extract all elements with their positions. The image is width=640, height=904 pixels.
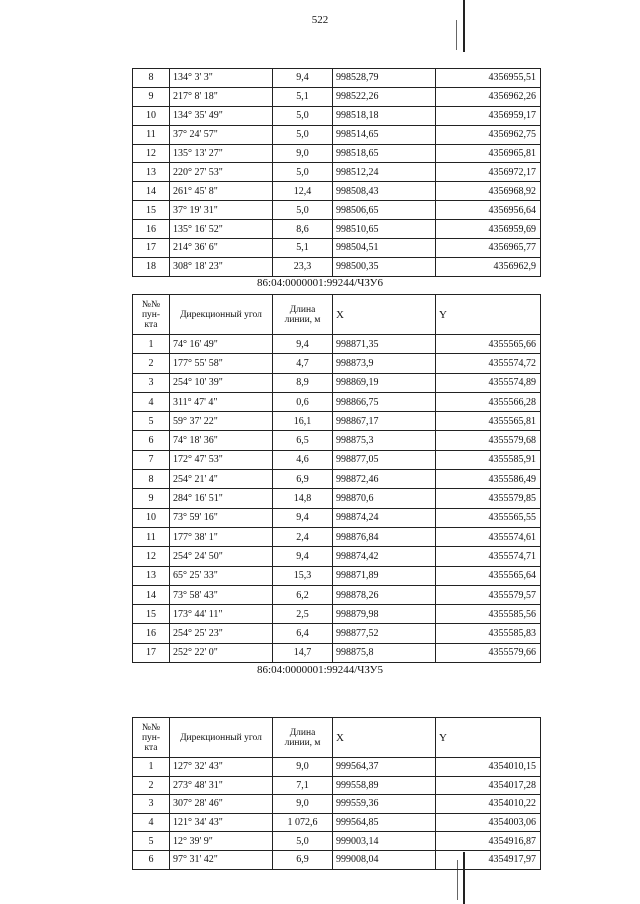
direction-angle-cell: 73° 59' 16" — [170, 508, 273, 527]
direction-angle-cell: 220° 27' 53" — [170, 163, 273, 182]
x-coordinate-cell: 998518,65 — [333, 144, 436, 163]
line-length-cell: 9,0 — [273, 144, 333, 163]
table-body — [133, 69, 541, 277]
direction-angle-cell: 74° 18' 36" — [170, 431, 273, 450]
direction-angle-cell: 59° 37' 22" — [170, 412, 273, 431]
line-length-cell: 15,3 — [273, 566, 333, 585]
table-row — [133, 354, 541, 373]
x-coordinate-cell: 998528,79 — [333, 69, 436, 88]
direction-angle-cell: 311° 47' 4" — [170, 392, 273, 411]
y-coordinate-cell: 4355579,57 — [436, 585, 541, 604]
direction-angle-cell: 254° 25' 23" — [170, 624, 273, 643]
table-body — [133, 758, 541, 870]
x-coordinate-cell: 999008,04 — [333, 850, 436, 869]
y-coordinate-cell: 4355579,66 — [436, 643, 541, 662]
table-row — [133, 163, 541, 182]
line-length-cell: 14,7 — [273, 643, 333, 662]
y-coordinate-cell: 4355574,61 — [436, 527, 541, 546]
table-row — [133, 87, 541, 106]
table-row — [133, 566, 541, 585]
point-number-cell: 11 — [133, 527, 170, 546]
x-coordinate-cell: 998506,65 — [333, 201, 436, 220]
coordinates-table-continued — [132, 68, 541, 277]
point-number-cell: 6 — [133, 850, 170, 869]
y-coordinate-cell: 4355566,28 — [436, 392, 541, 411]
line-length-cell: 6,9 — [273, 850, 333, 869]
coordinates-table-chzu6 — [132, 294, 541, 663]
point-number-cell: 13 — [133, 566, 170, 585]
x-coordinate-cell: 998872,46 — [333, 470, 436, 489]
table-row — [133, 125, 541, 144]
table-row — [133, 335, 541, 354]
x-coordinate-cell: 998514,65 — [333, 125, 436, 144]
x-coordinate-cell: 998871,35 — [333, 335, 436, 354]
point-number-cell: 8 — [133, 69, 170, 88]
line-length-cell: 8,6 — [273, 220, 333, 239]
x-coordinate-cell: 998869,19 — [333, 373, 436, 392]
table-row — [133, 257, 541, 276]
y-coordinate-cell: 4354017,28 — [436, 776, 541, 795]
x-coordinate-cell: 999559,36 — [333, 795, 436, 814]
y-coordinate-cell: 4356955,51 — [436, 69, 541, 88]
line-length-cell: 0,6 — [273, 392, 333, 411]
line-length-cell: 9,4 — [273, 69, 333, 88]
point-number-cell: 3 — [133, 373, 170, 392]
point-number-cell: 15 — [133, 605, 170, 624]
point-number-cell: 8 — [133, 470, 170, 489]
y-coordinate-cell: 4355565,55 — [436, 508, 541, 527]
line-length-cell: 9,4 — [273, 508, 333, 527]
line-length-cell: 6,2 — [273, 585, 333, 604]
y-coordinate-cell: 4355579,85 — [436, 489, 541, 508]
table-row — [133, 412, 541, 431]
y-coordinate-cell: 4356956,64 — [436, 201, 541, 220]
direction-angle-cell: 254° 10' 39" — [170, 373, 273, 392]
x-coordinate-cell: 998874,24 — [333, 508, 436, 527]
line-length-cell: 23,3 — [273, 257, 333, 276]
x-coordinate-cell: 998875,3 — [333, 431, 436, 450]
table-row — [133, 813, 541, 832]
header-line-length: Длина линии, м — [273, 295, 333, 335]
y-coordinate-cell: 4355585,83 — [436, 624, 541, 643]
point-number-cell: 14 — [133, 585, 170, 604]
y-coordinate-cell: 4356965,77 — [436, 239, 541, 258]
direction-angle-cell: 135° 16' 52" — [170, 220, 273, 239]
table-row — [133, 69, 541, 88]
x-coordinate-cell: 998504,51 — [333, 239, 436, 258]
table-row — [133, 605, 541, 624]
x-coordinate-cell: 998877,05 — [333, 450, 436, 469]
x-coordinate-cell: 998500,35 — [333, 257, 436, 276]
point-number-cell: 5 — [133, 832, 170, 851]
direction-angle-cell: 74° 16' 49" — [170, 335, 273, 354]
point-number-cell: 17 — [133, 239, 170, 258]
line-length-cell: 1 072,6 — [273, 813, 333, 832]
table-row — [133, 373, 541, 392]
line-length-cell: 2,4 — [273, 527, 333, 546]
table-row — [133, 239, 541, 258]
table-row — [133, 585, 541, 604]
header-direction-angle: Дирекционный угол — [170, 295, 273, 335]
scan-edge-mark — [456, 20, 457, 50]
x-coordinate-cell: 998873,9 — [333, 354, 436, 373]
y-coordinate-cell: 4356962,26 — [436, 87, 541, 106]
line-length-cell: 7,1 — [273, 776, 333, 795]
line-length-cell: 9,0 — [273, 795, 333, 814]
x-coordinate-cell: 998867,17 — [333, 412, 436, 431]
header-direction-angle: Дирекционный угол — [170, 718, 273, 758]
point-number-cell: 16 — [133, 220, 170, 239]
point-number-cell: 7 — [133, 450, 170, 469]
direction-angle-cell: 127° 32' 43" — [170, 758, 273, 777]
point-number-cell: 16 — [133, 624, 170, 643]
direction-angle-cell: 307° 28' 46" — [170, 795, 273, 814]
x-coordinate-cell: 999003,14 — [333, 832, 436, 851]
line-length-cell: 5,0 — [273, 201, 333, 220]
point-number-cell: 18 — [133, 257, 170, 276]
line-length-cell: 4,7 — [273, 354, 333, 373]
direction-angle-cell: 12° 39' 9" — [170, 832, 273, 851]
point-number-cell: 9 — [133, 489, 170, 508]
point-number-cell: 12 — [133, 547, 170, 566]
line-length-cell: 5,0 — [273, 163, 333, 182]
x-coordinate-cell: 998510,65 — [333, 220, 436, 239]
x-coordinate-cell: 998508,43 — [333, 182, 436, 201]
y-coordinate-cell: 4355585,91 — [436, 450, 541, 469]
x-coordinate-cell: 998522,26 — [333, 87, 436, 106]
x-coordinate-cell: 999558,89 — [333, 776, 436, 795]
line-length-cell: 2,5 — [273, 605, 333, 624]
y-coordinate-cell: 4356962,75 — [436, 125, 541, 144]
x-coordinate-cell: 998870,6 — [333, 489, 436, 508]
y-coordinate-cell: 4355579,68 — [436, 431, 541, 450]
x-coordinate-cell: 998878,26 — [333, 585, 436, 604]
x-coordinate-cell: 998877,52 — [333, 624, 436, 643]
point-number-cell: 15 — [133, 201, 170, 220]
direction-angle-cell: 173° 44' 11" — [170, 605, 273, 624]
y-coordinate-cell: 4355565,81 — [436, 412, 541, 431]
direction-angle-cell: 135° 13' 27" — [170, 144, 273, 163]
table-row — [133, 776, 541, 795]
line-length-cell: 5,0 — [273, 832, 333, 851]
direction-angle-cell: 65° 25' 33" — [170, 566, 273, 585]
line-length-cell: 9,0 — [273, 758, 333, 777]
point-number-cell: 17 — [133, 643, 170, 662]
point-number-cell: 4 — [133, 392, 170, 411]
page-number: 522 — [311, 14, 329, 26]
table-row — [133, 832, 541, 851]
table-header-row — [133, 718, 541, 758]
point-number-cell: 3 — [133, 795, 170, 814]
y-coordinate-cell: 4356959,17 — [436, 106, 541, 125]
point-number-cell: 5 — [133, 412, 170, 431]
section-caption: 86:04:0000001:99244/ЧЗУ6 — [257, 277, 383, 289]
point-number-cell: 10 — [133, 106, 170, 125]
header-x: X — [333, 295, 436, 335]
y-coordinate-cell: 4355565,66 — [436, 335, 541, 354]
table-row — [133, 144, 541, 163]
x-coordinate-cell: 999564,37 — [333, 758, 436, 777]
table-row — [133, 547, 541, 566]
table-row — [133, 795, 541, 814]
header-y: Y — [436, 718, 541, 758]
header-line-length: Длина линии, м — [273, 718, 333, 758]
header-point-number: №№ пун-кта — [133, 295, 170, 335]
table-row — [133, 527, 541, 546]
table-row — [133, 643, 541, 662]
table-row — [133, 489, 541, 508]
table-row — [133, 106, 541, 125]
direction-angle-cell: 121° 34' 43" — [170, 813, 273, 832]
line-length-cell: 8,9 — [273, 373, 333, 392]
direction-angle-cell: 214° 36' 6" — [170, 239, 273, 258]
direction-angle-cell: 254° 21' 4" — [170, 470, 273, 489]
table-row — [133, 758, 541, 777]
x-coordinate-cell: 998875,8 — [333, 643, 436, 662]
line-length-cell: 16,1 — [273, 412, 333, 431]
direction-angle-cell: 37° 24' 57" — [170, 125, 273, 144]
line-length-cell: 12,4 — [273, 182, 333, 201]
y-coordinate-cell: 4355574,71 — [436, 547, 541, 566]
direction-angle-cell: 97° 31' 42" — [170, 850, 273, 869]
line-length-cell: 6,9 — [273, 470, 333, 489]
point-number-cell: 1 — [133, 758, 170, 777]
y-coordinate-cell: 4355574,89 — [436, 373, 541, 392]
direction-angle-cell: 172° 47' 53" — [170, 450, 273, 469]
table-row — [133, 470, 541, 489]
x-coordinate-cell: 998518,18 — [333, 106, 436, 125]
x-coordinate-cell: 998876,84 — [333, 527, 436, 546]
header-x: X — [333, 718, 436, 758]
direction-angle-cell: 261° 45' 8" — [170, 182, 273, 201]
table-header-row — [133, 295, 541, 335]
y-coordinate-cell: 4355574,72 — [436, 354, 541, 373]
line-length-cell: 4,6 — [273, 450, 333, 469]
direction-angle-cell: 254° 24' 50" — [170, 547, 273, 566]
x-coordinate-cell: 998512,24 — [333, 163, 436, 182]
line-length-cell: 5,1 — [273, 239, 333, 258]
table-row — [133, 431, 541, 450]
y-coordinate-cell: 4354003,06 — [436, 813, 541, 832]
direction-angle-cell: 252° 22' 0" — [170, 643, 273, 662]
y-coordinate-cell: 4356962,9 — [436, 257, 541, 276]
direction-angle-cell: 217° 8' 18" — [170, 87, 273, 106]
table-row — [133, 392, 541, 411]
scan-edge-mark — [463, 0, 465, 52]
table-row — [133, 450, 541, 469]
direction-angle-cell: 37° 19' 31" — [170, 201, 273, 220]
direction-angle-cell: 284° 16' 51" — [170, 489, 273, 508]
y-coordinate-cell: 4356965,81 — [436, 144, 541, 163]
table-row — [133, 850, 541, 869]
table-body — [133, 335, 541, 663]
point-number-cell: 6 — [133, 431, 170, 450]
coordinates-table-chzu5 — [132, 717, 541, 870]
point-number-cell: 2 — [133, 776, 170, 795]
line-length-cell: 5,0 — [273, 106, 333, 125]
line-length-cell: 9,4 — [273, 335, 333, 354]
x-coordinate-cell: 998874,42 — [333, 547, 436, 566]
y-coordinate-cell: 4356968,92 — [436, 182, 541, 201]
point-number-cell: 2 — [133, 354, 170, 373]
table-row — [133, 220, 541, 239]
y-coordinate-cell: 4354010,22 — [436, 795, 541, 814]
table-row — [133, 182, 541, 201]
table-row — [133, 201, 541, 220]
section-caption: 86:04:0000001:99244/ЧЗУ5 — [257, 664, 383, 676]
line-length-cell: 9,4 — [273, 547, 333, 566]
point-number-cell: 4 — [133, 813, 170, 832]
table-row — [133, 624, 541, 643]
y-coordinate-cell: 4356972,17 — [436, 163, 541, 182]
y-coordinate-cell: 4355585,56 — [436, 605, 541, 624]
header-y: Y — [436, 295, 541, 335]
line-length-cell: 14,8 — [273, 489, 333, 508]
point-number-cell: 13 — [133, 163, 170, 182]
point-number-cell: 14 — [133, 182, 170, 201]
y-coordinate-cell: 4356959,69 — [436, 220, 541, 239]
direction-angle-cell: 134° 35' 49" — [170, 106, 273, 125]
point-number-cell: 9 — [133, 87, 170, 106]
y-coordinate-cell: 4354916,87 — [436, 832, 541, 851]
x-coordinate-cell: 998879,98 — [333, 605, 436, 624]
direction-angle-cell: 273° 48' 31" — [170, 776, 273, 795]
point-number-cell: 11 — [133, 125, 170, 144]
y-coordinate-cell: 4355565,64 — [436, 566, 541, 585]
y-coordinate-cell: 4354917,97 — [436, 850, 541, 869]
direction-angle-cell: 177° 55' 58" — [170, 354, 273, 373]
point-number-cell: 10 — [133, 508, 170, 527]
x-coordinate-cell: 999564,85 — [333, 813, 436, 832]
line-length-cell: 5,1 — [273, 87, 333, 106]
point-number-cell: 12 — [133, 144, 170, 163]
line-length-cell: 6,5 — [273, 431, 333, 450]
direction-angle-cell: 73° 58' 43" — [170, 585, 273, 604]
point-number-cell: 1 — [133, 335, 170, 354]
header-point-number: №№ пун-кта — [133, 718, 170, 758]
x-coordinate-cell: 998866,75 — [333, 392, 436, 411]
direction-angle-cell: 177° 38' 1" — [170, 527, 273, 546]
x-coordinate-cell: 998871,89 — [333, 566, 436, 585]
y-coordinate-cell: 4355586,49 — [436, 470, 541, 489]
line-length-cell: 5,0 — [273, 125, 333, 144]
direction-angle-cell: 308° 18' 23" — [170, 257, 273, 276]
table-row — [133, 508, 541, 527]
y-coordinate-cell: 4354010,15 — [436, 758, 541, 777]
direction-angle-cell: 134° 3' 3" — [170, 69, 273, 88]
line-length-cell: 6,4 — [273, 624, 333, 643]
